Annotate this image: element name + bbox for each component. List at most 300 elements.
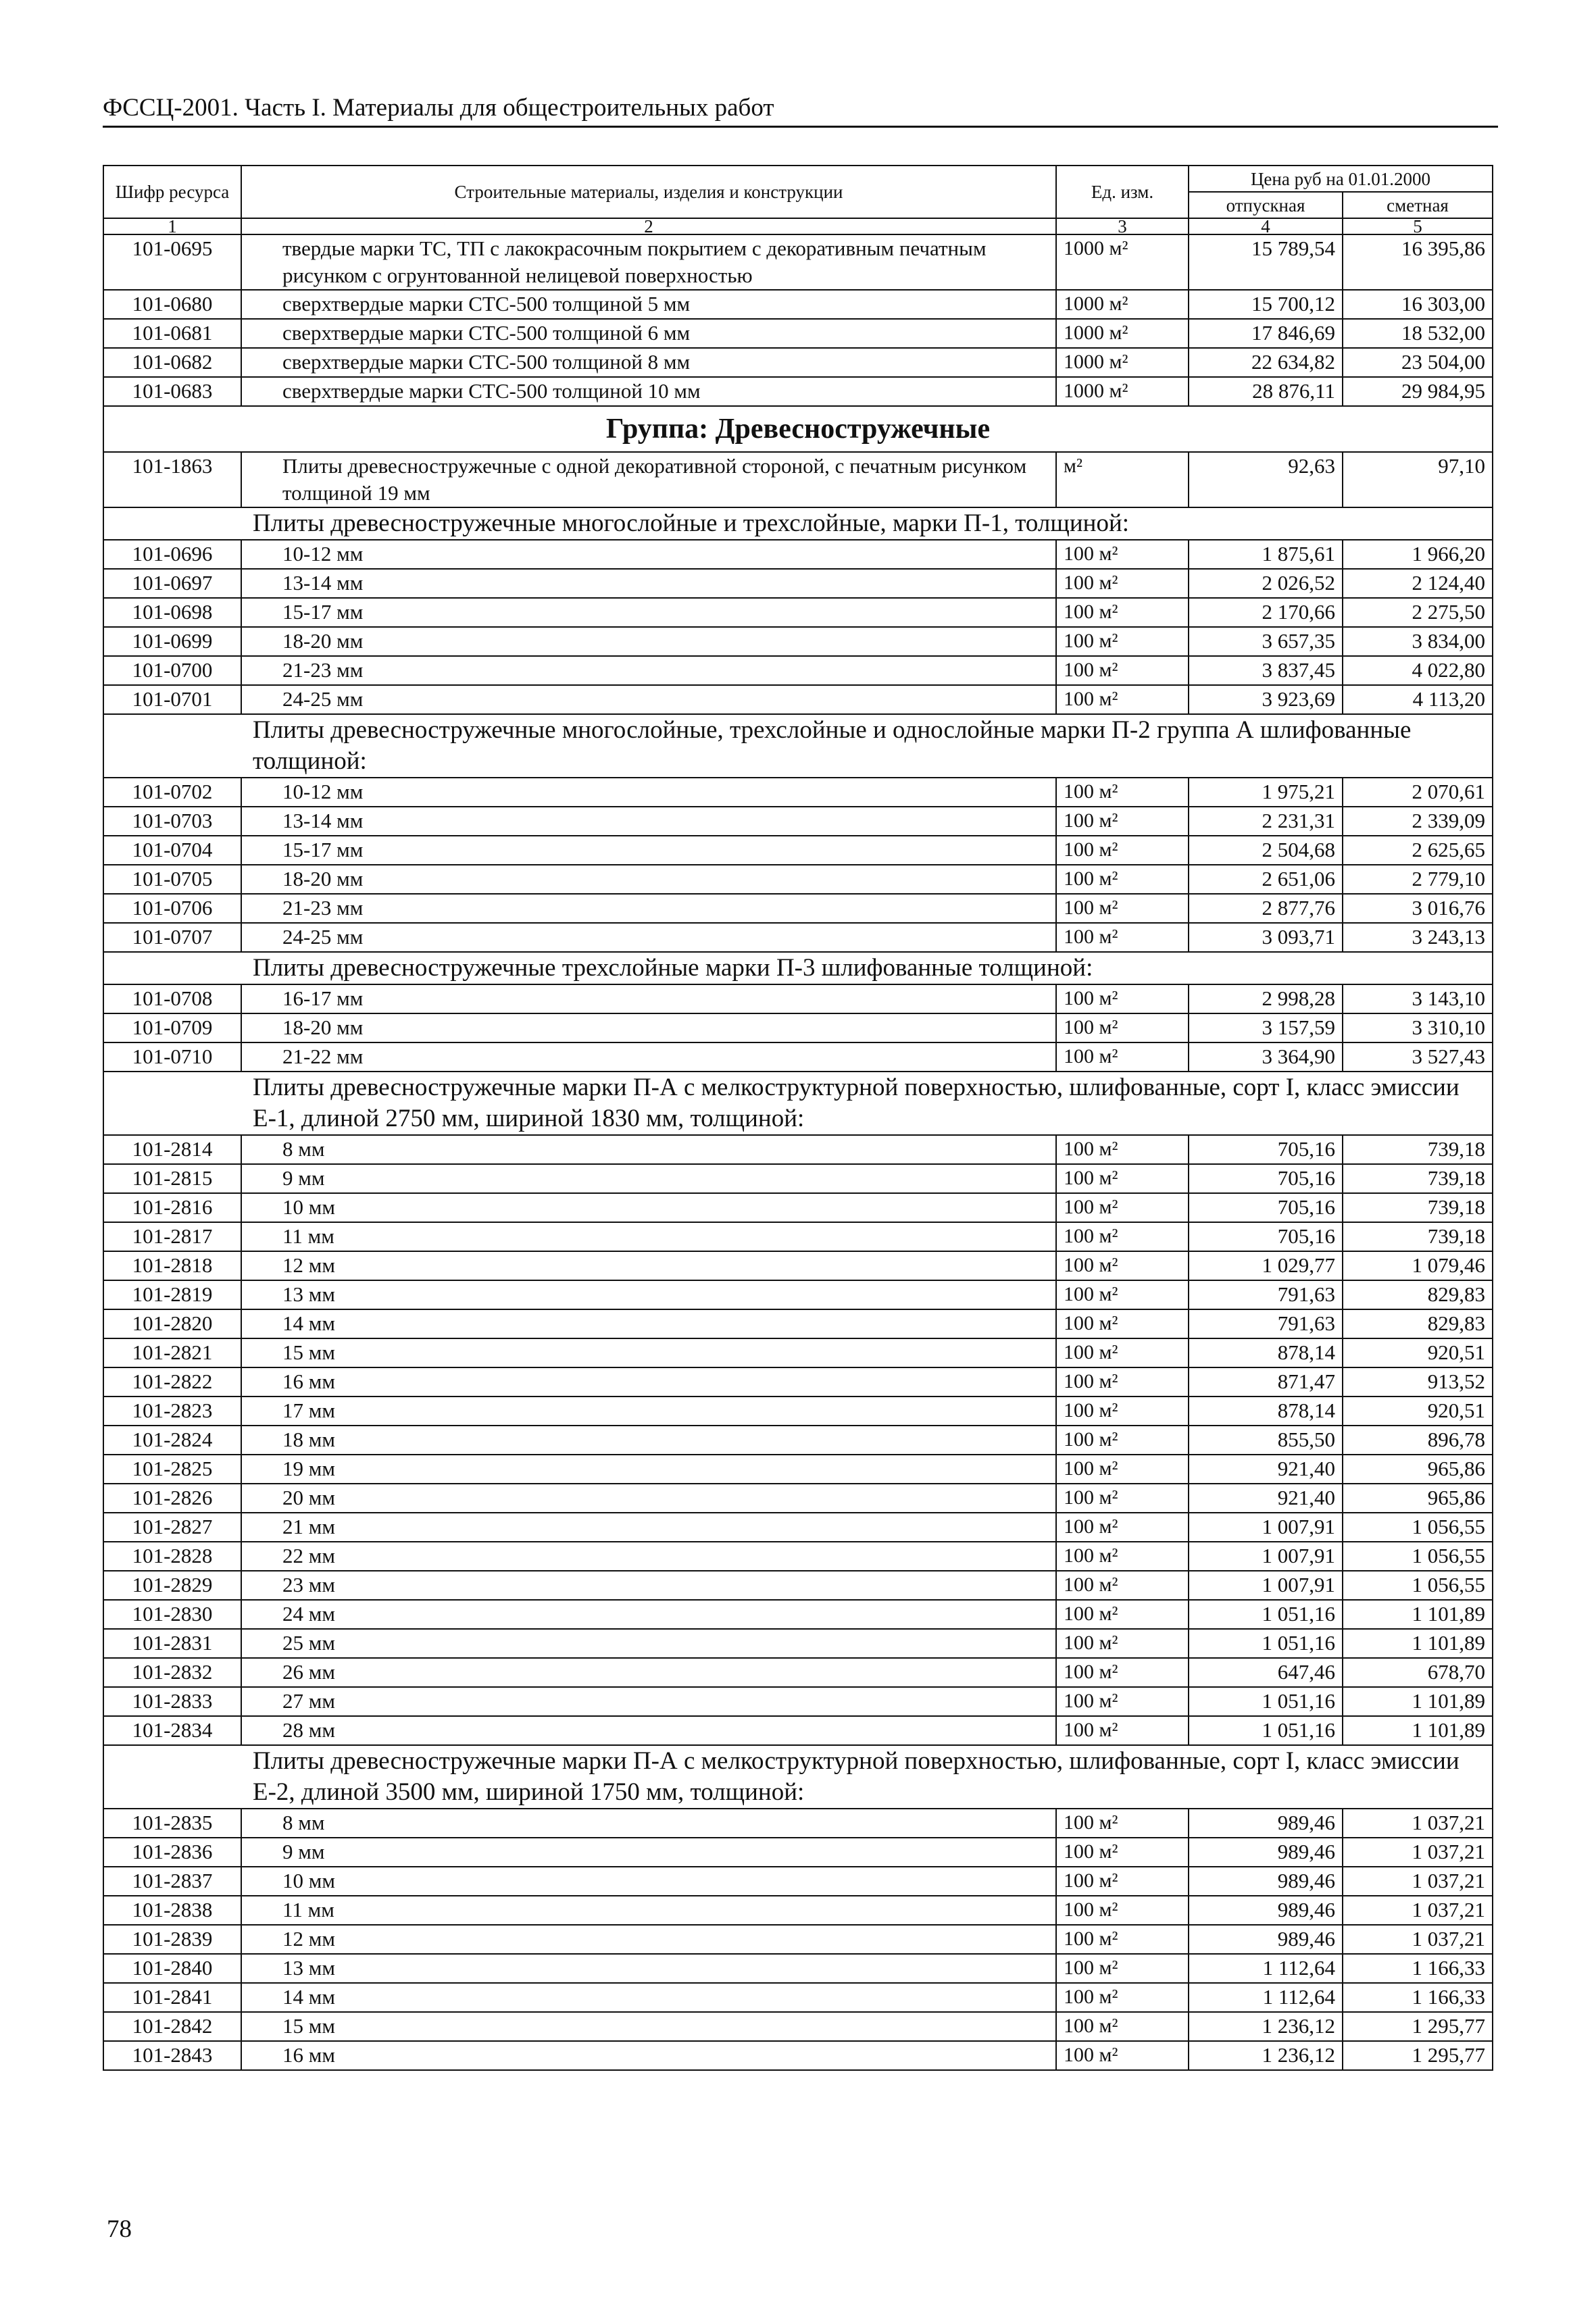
material-name: 13 мм [241,1280,1056,1309]
release-price: 921,40 [1189,1484,1343,1513]
release-price: 2 504,68 [1189,836,1343,865]
resource-code: 101-2816 [103,1193,241,1222]
unit-of-measure: 100 м² [1056,1013,1189,1042]
col-number: 4 [1189,218,1343,234]
table-row [103,1042,1493,1072]
table-row [103,1571,1493,1600]
table-row [103,377,1493,406]
resource-code: 101-0695 [103,234,241,290]
resource-code: 101-2821 [103,1338,241,1367]
resource-code: 101-2825 [103,1455,241,1484]
release-price: 705,16 [1189,1222,1343,1251]
resource-code: 101-0705 [103,865,241,894]
material-name: 27 мм [241,1687,1056,1716]
table-row [103,1280,1493,1309]
unit-of-measure: 100 м² [1056,984,1189,1013]
material-name: 15 мм [241,1338,1056,1367]
release-price: 705,16 [1189,1135,1343,1164]
unit-of-measure: 100 м² [1056,1658,1189,1687]
unit-of-measure: 100 м² [1056,1716,1189,1745]
resource-code: 101-2842 [103,2012,241,2041]
table-row [103,1600,1493,1629]
unit-of-measure: 100 м² [1056,865,1189,894]
section-title: Плиты древесностружечные многослойные и трехслойные, марки П-1, толщиной: [103,507,1493,540]
estimate-price: 3 143,10 [1343,984,1493,1013]
col-header-release: отпускная [1189,192,1343,218]
resource-code: 101-0708 [103,984,241,1013]
material-name: 21-23 мм [241,894,1056,923]
material-name: сверхтвердые марки СТС-500 толщиной 5 мм [241,290,1056,319]
material-name: 10-12 мм [241,778,1056,807]
table-row [103,656,1493,685]
estimate-price: 1 037,21 [1343,1896,1493,1925]
material-name: 18 мм [241,1426,1056,1455]
release-price: 705,16 [1189,1164,1343,1193]
release-price: 989,46 [1189,1867,1343,1896]
estimate-price: 3 310,10 [1343,1013,1493,1042]
material-name: 13-14 мм [241,569,1056,598]
release-price: 1 051,16 [1189,1600,1343,1629]
resource-code: 101-2818 [103,1251,241,1280]
unit-of-measure: 100 м² [1056,1280,1189,1309]
table-row [103,685,1493,714]
release-price: 1 029,77 [1189,1251,1343,1280]
resource-code: 101-2827 [103,1513,241,1542]
material-name: сверхтвердые марки СТС-500 толщиной 6 мм [241,319,1056,348]
material-name: 12 мм [241,1251,1056,1280]
material-name: 18-20 мм [241,865,1056,894]
unit-of-measure: 100 м² [1056,1251,1189,1280]
resource-code: 101-2820 [103,1309,241,1338]
release-price: 2 877,76 [1189,894,1343,923]
estimate-price: 1 101,89 [1343,1629,1493,1658]
estimate-price: 3 243,13 [1343,923,1493,952]
resource-code: 101-2834 [103,1716,241,1745]
estimate-price: 2 625,65 [1343,836,1493,865]
table-row [103,1135,1493,1164]
material-name: сверхтвердые марки СТС-500 толщиной 10 мм [241,377,1056,406]
unit-of-measure: 100 м² [1056,1867,1189,1896]
table-row [103,1309,1493,1338]
estimate-price: 920,51 [1343,1397,1493,1426]
estimate-price: 1 056,55 [1343,1571,1493,1600]
material-name: 26 мм [241,1658,1056,1687]
release-price: 1 051,16 [1189,1687,1343,1716]
unit-of-measure: 100 м² [1056,598,1189,627]
section-row [103,1072,1493,1135]
release-price: 1 051,16 [1189,1629,1343,1658]
unit-of-measure: 100 м² [1056,1309,1189,1338]
table-row [103,1716,1493,1745]
section-title: Плиты древесностружечные марки П-А с мелкоструктурной поверхностью, шлифованные, сорт I, класс эмиссии Е-1, длиной 2750 мм, шириной 1830 мм, толщиной: [103,1072,1493,1135]
unit-of-measure: 100 м² [1056,1687,1189,1716]
release-price: 791,63 [1189,1280,1343,1309]
resource-code: 101-0680 [103,290,241,319]
unit-of-measure: 100 м² [1056,807,1189,836]
release-price: 1 007,91 [1189,1513,1343,1542]
resource-code: 101-0683 [103,377,241,406]
table-row [103,540,1493,569]
release-price: 1 236,12 [1189,2041,1343,2070]
estimate-price: 1 166,33 [1343,1983,1493,2012]
release-price: 17 846,69 [1189,319,1343,348]
unit-of-measure: 100 м² [1056,2012,1189,2041]
price-table [103,165,1493,2071]
unit-of-measure: 100 м² [1056,627,1189,656]
unit-of-measure: 100 м² [1056,685,1189,714]
estimate-price: 2 779,10 [1343,865,1493,894]
table-row [103,319,1493,348]
table-row [103,1629,1493,1658]
release-price: 989,46 [1189,1809,1343,1838]
estimate-price: 1 295,77 [1343,2041,1493,2070]
unit-of-measure: 100 м² [1056,1042,1189,1072]
col-number: 1 [103,218,241,234]
section-title: Плиты древесностружечные многослойные, трехслойные и однослойные марки П-2 группа А шлифованные толщиной: [103,714,1493,778]
table-header [103,166,1493,234]
col-number: 5 [1343,218,1493,234]
resource-code: 101-0682 [103,348,241,377]
table-row [103,1925,1493,1954]
estimate-price: 29 984,95 [1343,377,1493,406]
unit-of-measure: 100 м² [1056,1455,1189,1484]
estimate-price: 678,70 [1343,1658,1493,1687]
material-name: 13-14 мм [241,807,1056,836]
resource-code: 101-2822 [103,1367,241,1397]
material-name: 9 мм [241,1164,1056,1193]
estimate-price: 2 124,40 [1343,569,1493,598]
section-title: Плиты древесностружечные марки П-А с мелкоструктурной поверхностью, шлифованные, сорт I, класс эмиссии Е-2, длиной 3500 мм, шириной 1750 мм, толщиной: [103,1745,1493,1809]
material-name: 21-23 мм [241,656,1056,685]
release-price: 705,16 [1189,1193,1343,1222]
estimate-price: 3 016,76 [1343,894,1493,923]
material-name: 10 мм [241,1867,1056,1896]
material-name: 9 мм [241,1838,1056,1867]
unit-of-measure: 100 м² [1056,1397,1189,1426]
resource-code: 101-0706 [103,894,241,923]
release-price: 1 112,64 [1189,1983,1343,2012]
resource-code: 101-2823 [103,1397,241,1426]
release-price: 989,46 [1189,1925,1343,1954]
table-row [103,290,1493,319]
table-row [103,234,1493,290]
unit-of-measure: 100 м² [1056,1338,1189,1367]
estimate-price: 965,86 [1343,1455,1493,1484]
resource-code: 101-0710 [103,1042,241,1072]
release-price: 15 789,54 [1189,234,1343,290]
table-row [103,1397,1493,1426]
table-row [103,984,1493,1013]
table-row [103,2012,1493,2041]
resource-code: 101-0681 [103,319,241,348]
estimate-price: 739,18 [1343,1135,1493,1164]
resource-code: 101-2839 [103,1925,241,1954]
unit-of-measure: 100 м² [1056,1193,1189,1222]
page-number: 78 [107,2215,132,2243]
unit-of-measure: 100 м² [1056,1600,1189,1629]
group-title: Группа: Древесностружечные [103,406,1493,452]
material-name: 25 мм [241,1629,1056,1658]
resource-code: 101-2824 [103,1426,241,1455]
section-title: Плиты древесностружечные трехслойные марки П-3 шлифованные толщиной: [103,952,1493,984]
material-name: 20 мм [241,1484,1056,1513]
material-name: 12 мм [241,1925,1056,1954]
section-row [103,952,1493,984]
table-row [103,1896,1493,1925]
estimate-price: 16 303,00 [1343,290,1493,319]
material-name: 17 мм [241,1397,1056,1426]
col-header-unit: Ед. изм. [1056,166,1189,218]
resource-code: 101-0701 [103,685,241,714]
table-row [103,1193,1493,1222]
material-name: 23 мм [241,1571,1056,1600]
page-header: ФССЦ-2001. Часть I. Материалы для общестроительных работ [103,92,1498,128]
unit-of-measure: 100 м² [1056,569,1189,598]
table-row [103,348,1493,377]
material-name: 18-20 мм [241,627,1056,656]
table-row [103,1983,1493,2012]
unit-of-measure: 100 м² [1056,1222,1189,1251]
estimate-price: 1 166,33 [1343,1954,1493,1983]
release-price: 2 026,52 [1189,569,1343,598]
release-price: 28 876,11 [1189,377,1343,406]
unit-of-measure: 100 м² [1056,1896,1189,1925]
group-row [103,406,1493,452]
table-row [103,1658,1493,1687]
release-price: 855,50 [1189,1426,1343,1455]
table-row [103,569,1493,598]
estimate-price: 739,18 [1343,1193,1493,1222]
material-name: 18-20 мм [241,1013,1056,1042]
release-price: 871,47 [1189,1367,1343,1397]
estimate-price: 4 022,80 [1343,656,1493,685]
resource-code: 101-0700 [103,656,241,685]
resource-code: 101-0699 [103,627,241,656]
col-number: 3 [1056,218,1189,234]
table-row [103,865,1493,894]
unit-of-measure: 100 м² [1056,1925,1189,1954]
material-name: Плиты древесностружечные с одной декоративной стороной, с печатным рисунком толщиной 19 мм [241,452,1056,507]
release-price: 1 051,16 [1189,1716,1343,1745]
material-name: твердые марки ТС, ТП с лакокрасочным покрытием с декоративным печатным рисунком с огрунтованной нелицевой поверхностью [241,234,1056,290]
estimate-price: 1 101,89 [1343,1687,1493,1716]
resource-code: 101-2835 [103,1809,241,1838]
estimate-price: 1 101,89 [1343,1600,1493,1629]
release-price: 92,63 [1189,452,1343,507]
material-name: 11 мм [241,1222,1056,1251]
material-name: 15-17 мм [241,598,1056,627]
unit-of-measure: 100 м² [1056,1954,1189,1983]
resource-code: 101-0704 [103,836,241,865]
unit-of-measure: 100 м² [1056,1426,1189,1455]
material-name: 13 мм [241,1954,1056,1983]
release-price: 1 112,64 [1189,1954,1343,1983]
unit-of-measure: 100 м² [1056,1809,1189,1838]
resource-code: 101-2826 [103,1484,241,1513]
table-row [103,1164,1493,1193]
resource-code: 101-2838 [103,1896,241,1925]
estimate-price: 3 527,43 [1343,1042,1493,1072]
estimate-price: 829,83 [1343,1280,1493,1309]
estimate-price: 913,52 [1343,1367,1493,1397]
unit-of-measure: 100 м² [1056,1571,1189,1600]
release-price: 989,46 [1189,1896,1343,1925]
unit-of-measure: 1000 м² [1056,234,1189,290]
release-price: 1 875,61 [1189,540,1343,569]
estimate-price: 23 504,00 [1343,348,1493,377]
estimate-price: 896,78 [1343,1426,1493,1455]
release-price: 1 007,91 [1189,1571,1343,1600]
estimate-price: 18 532,00 [1343,319,1493,348]
unit-of-measure: 100 м² [1056,1513,1189,1542]
table-row [103,778,1493,807]
estimate-price: 1 079,46 [1343,1251,1493,1280]
material-name: 22 мм [241,1542,1056,1571]
section-row [103,714,1493,778]
estimate-price: 739,18 [1343,1222,1493,1251]
unit-of-measure: 100 м² [1056,1838,1189,1867]
resource-code: 101-2837 [103,1867,241,1896]
resource-code: 101-2828 [103,1542,241,1571]
resource-code: 101-2831 [103,1629,241,1658]
resource-code: 101-1863 [103,452,241,507]
release-price: 3 157,59 [1189,1013,1343,1042]
release-price: 2 231,31 [1189,807,1343,836]
estimate-price: 1 037,21 [1343,1925,1493,1954]
table-row [103,452,1493,507]
unit-of-measure: 100 м² [1056,894,1189,923]
unit-of-measure: 100 м² [1056,1164,1189,1193]
unit-of-measure: 100 м² [1056,540,1189,569]
resource-code: 101-0707 [103,923,241,952]
unit-of-measure: 100 м² [1056,1367,1189,1397]
resource-code: 101-0709 [103,1013,241,1042]
material-name: 10-12 мм [241,540,1056,569]
table-row [103,1013,1493,1042]
resource-code: 101-2836 [103,1838,241,1867]
material-name: 28 мм [241,1716,1056,1745]
table-row [103,627,1493,656]
estimate-price: 1 056,55 [1343,1542,1493,1571]
release-price: 2 651,06 [1189,865,1343,894]
estimate-price: 920,51 [1343,1338,1493,1367]
material-name: 14 мм [241,1309,1056,1338]
release-price: 2 998,28 [1189,984,1343,1013]
estimate-price: 1 295,77 [1343,2012,1493,2041]
release-price: 3 657,35 [1189,627,1343,656]
estimate-price: 1 101,89 [1343,1716,1493,1745]
estimate-price: 1 056,55 [1343,1513,1493,1542]
resource-code: 101-2815 [103,1164,241,1193]
estimate-price: 2 070,61 [1343,778,1493,807]
table-row [103,1838,1493,1867]
resource-code: 101-0702 [103,778,241,807]
release-price: 3 837,45 [1189,656,1343,685]
unit-of-measure: 100 м² [1056,778,1189,807]
estimate-price: 97,10 [1343,452,1493,507]
unit-of-measure: 100 м² [1056,656,1189,685]
estimate-price: 829,83 [1343,1309,1493,1338]
resource-code: 101-2832 [103,1658,241,1687]
release-price: 1 975,21 [1189,778,1343,807]
unit-of-measure: 100 м² [1056,1629,1189,1658]
release-price: 22 634,82 [1189,348,1343,377]
release-price: 791,63 [1189,1309,1343,1338]
release-price: 647,46 [1189,1658,1343,1687]
table-row [103,1251,1493,1280]
resource-code: 101-0696 [103,540,241,569]
release-price: 1 236,12 [1189,2012,1343,2041]
estimate-price: 3 834,00 [1343,627,1493,656]
table-row [103,2041,1493,2070]
material-name: сверхтвердые марки СТС-500 толщиной 8 мм [241,348,1056,377]
resource-code: 101-2817 [103,1222,241,1251]
material-name: 8 мм [241,1135,1056,1164]
estimate-price: 1 037,21 [1343,1867,1493,1896]
unit-of-measure: 1000 м² [1056,319,1189,348]
table-body [103,234,1493,2070]
col-header-price: Цена руб на 01.01.2000 [1189,166,1493,192]
estimate-price: 4 113,20 [1343,685,1493,714]
resource-code: 101-0697 [103,569,241,598]
estimate-price: 16 395,86 [1343,234,1493,290]
table-row [103,1687,1493,1716]
estimate-price: 739,18 [1343,1164,1493,1193]
material-name: 21 мм [241,1513,1056,1542]
material-name: 15-17 мм [241,836,1056,865]
resource-code: 101-0703 [103,807,241,836]
table-row [103,1426,1493,1455]
release-price: 921,40 [1189,1455,1343,1484]
table-row [103,1338,1493,1367]
estimate-price: 1 037,21 [1343,1809,1493,1838]
table-row [103,1542,1493,1571]
section-row [103,1745,1493,1809]
unit-of-measure: 100 м² [1056,1983,1189,2012]
table-row [103,836,1493,865]
estimate-price: 1 966,20 [1343,540,1493,569]
table-row [103,1222,1493,1251]
table-row [103,1367,1493,1397]
resource-code: 101-0698 [103,598,241,627]
unit-of-measure: 100 м² [1056,923,1189,952]
unit-of-measure: 1000 м² [1056,348,1189,377]
resource-code: 101-2833 [103,1687,241,1716]
release-price: 15 700,12 [1189,290,1343,319]
material-name: 14 мм [241,1983,1056,2012]
resource-code: 101-2819 [103,1280,241,1309]
table-row [103,1484,1493,1513]
release-price: 2 170,66 [1189,598,1343,627]
table-row [103,807,1493,836]
estimate-price: 965,86 [1343,1484,1493,1513]
resource-code: 101-2840 [103,1954,241,1983]
unit-of-measure: 100 м² [1056,836,1189,865]
unit-of-measure: 1000 м² [1056,377,1189,406]
col-header-name: Строительные материалы, изделия и конструкции [241,166,1056,218]
resource-code: 101-2841 [103,1983,241,2012]
table-row [103,923,1493,952]
unit-of-measure: 1000 м² [1056,290,1189,319]
estimate-price: 2 339,09 [1343,807,1493,836]
col-header-estimate: сметная [1343,192,1493,218]
resource-code: 101-2830 [103,1600,241,1629]
release-price: 878,14 [1189,1338,1343,1367]
unit-of-measure: 100 м² [1056,1484,1189,1513]
table-row [103,1809,1493,1838]
release-price: 3 923,69 [1189,685,1343,714]
col-number: 2 [241,218,1056,234]
